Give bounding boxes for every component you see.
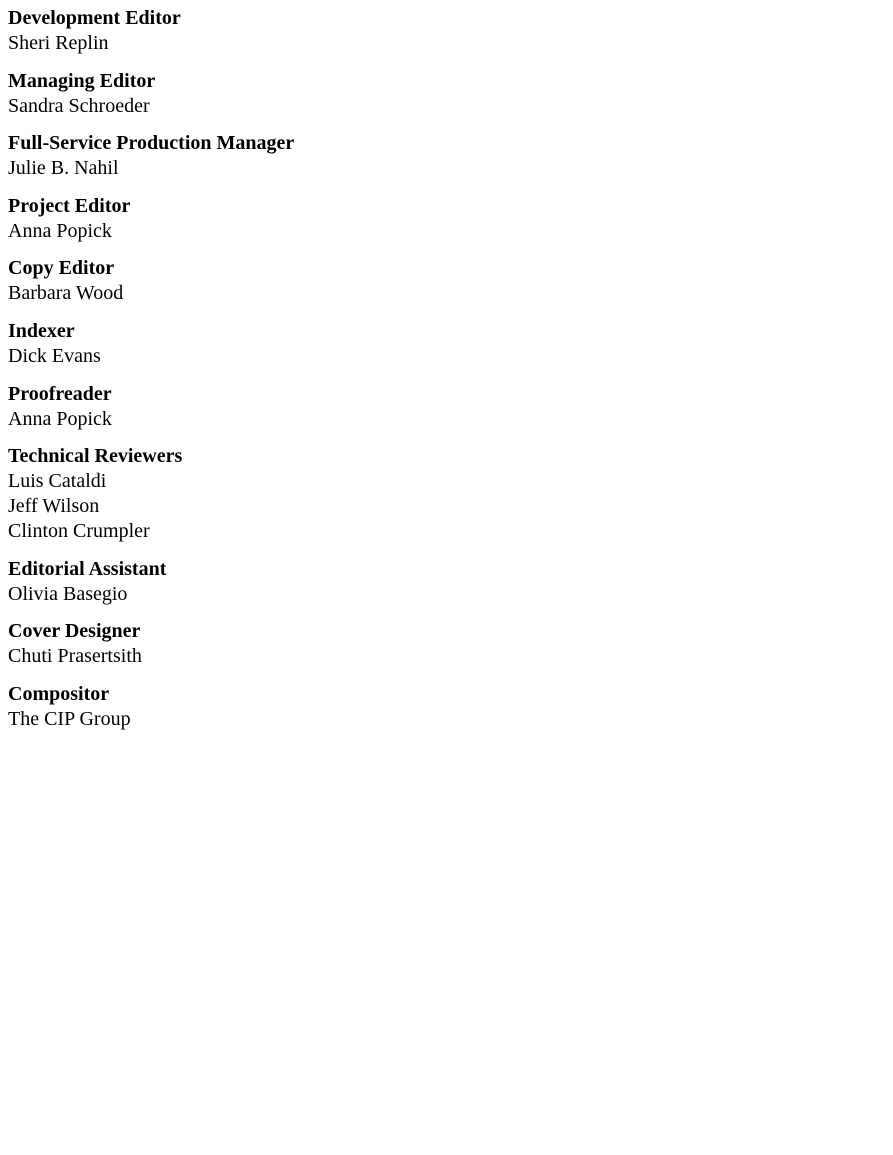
role-heading: Proofreader	[8, 382, 112, 405]
person-name: Clinton Crumpler	[8, 520, 150, 543]
role-heading: Editorial Assistant	[8, 557, 167, 580]
role-heading: Technical Reviewers	[8, 445, 183, 468]
person-name: Sheri Replin	[8, 32, 109, 54]
credit-managing-editor	[8, 69, 893, 119]
role-heading: Cover Designer	[8, 620, 141, 643]
person-name: Olivia Basegio	[8, 582, 128, 605]
person-name: The CIP Group	[8, 707, 131, 730]
role-heading: Managing Editor	[8, 69, 156, 92]
person-name: Chuti Prasertsith	[8, 645, 142, 668]
role-heading: Copy Editor	[8, 257, 115, 280]
person-name: Luis Cataldi	[8, 470, 107, 493]
credit-copy-editor	[8, 256, 893, 306]
person-name: Anna Popick	[8, 407, 112, 430]
credit-production-manager	[8, 131, 893, 181]
role-heading: Project Editor	[8, 194, 131, 217]
credit-indexer	[8, 319, 893, 369]
credit-project-editor	[8, 194, 893, 244]
person-name: Barbara Wood	[8, 282, 124, 305]
role-heading: Indexer	[8, 319, 75, 342]
role-heading: Full-Service Production Manager	[8, 132, 295, 155]
person-name: Jeff Wilson	[8, 495, 100, 518]
person-name: Anna Popick	[8, 219, 112, 242]
credit-editorial-assistant	[8, 557, 893, 607]
person-name: Sandra Schroeder	[8, 94, 150, 117]
credit-technical-reviewers	[8, 444, 893, 544]
credit-proofreader	[8, 382, 893, 432]
credit-development-editor	[8, 6, 893, 56]
role-heading: Compositor	[8, 682, 110, 705]
person-name: Dick Evans	[8, 344, 101, 367]
person-name: Julie B. Nahil	[8, 157, 119, 180]
role-heading: Development Editor	[8, 7, 181, 29]
credit-compositor	[8, 682, 893, 732]
credit-cover-designer	[8, 619, 893, 669]
